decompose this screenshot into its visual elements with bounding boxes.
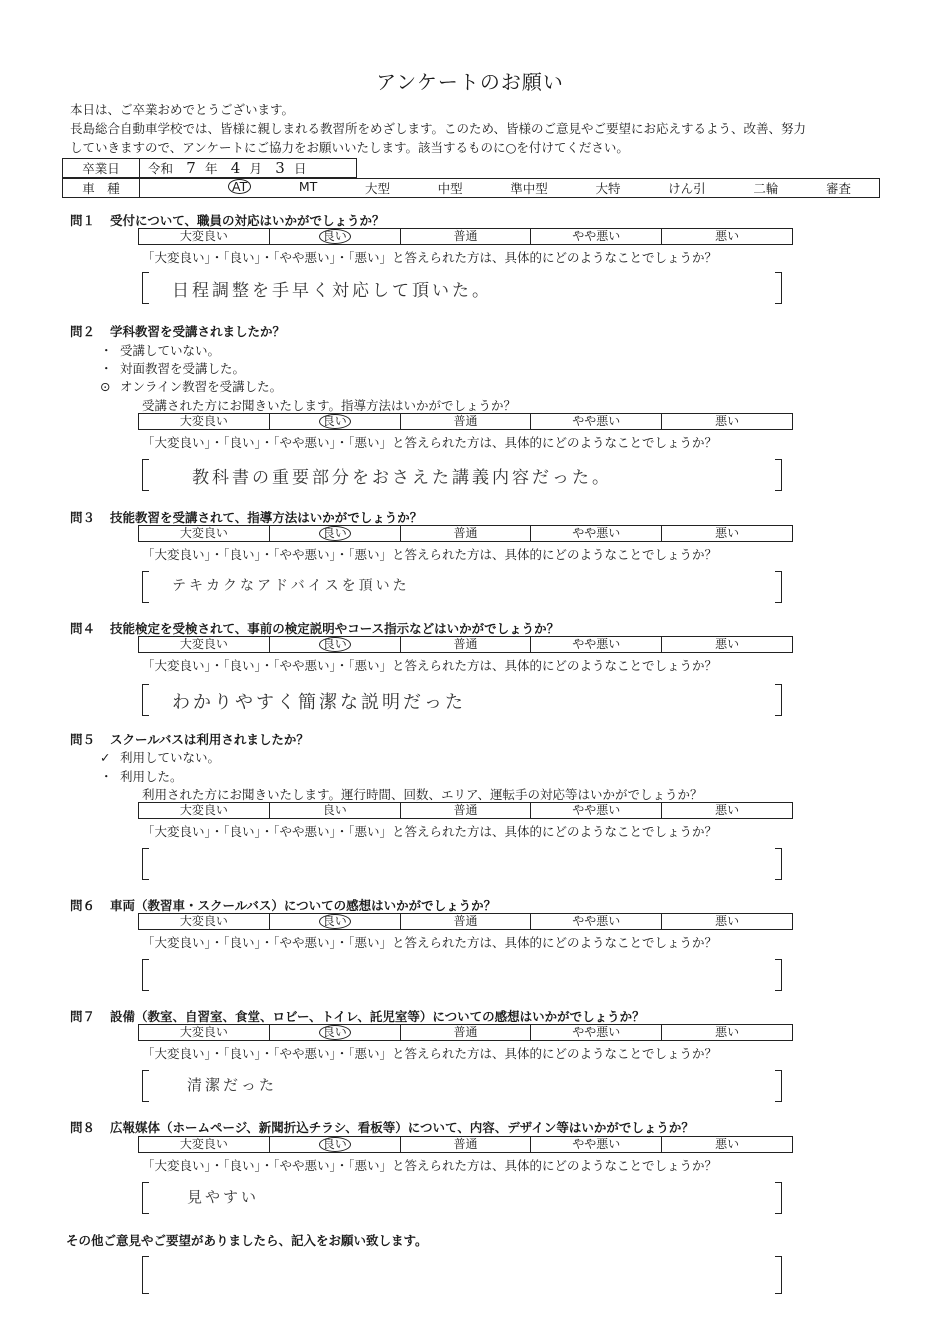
graduation-date-table	[62, 158, 357, 178]
rating-bad[interactable]: 悪い	[715, 1137, 740, 1151]
q8-answer: 見やすい	[187, 1188, 260, 1206]
vehicle-option-special[interactable]: 大特	[595, 181, 621, 196]
vehicle-option-medium[interactable]: 中型	[437, 181, 463, 196]
rating-somewhat-bad[interactable]: やや悪い	[531, 1025, 662, 1040]
q5-option-1[interactable]: ✓ 利用していない。	[100, 750, 221, 765]
month-unit: 月	[249, 161, 263, 176]
rating-very-good[interactable]: 大変良い	[139, 229, 270, 244]
rating-good[interactable]: 良い	[270, 1025, 401, 1040]
q2-answer: 教科書の重要部分をおさえた講義内容だった。	[192, 468, 612, 488]
q3-answer: テキカクなアドバイスを頂いた	[172, 578, 410, 594]
q2-prompt: 「大変良い」・「良い」・「やや悪い」・「悪い」と答えられた方は、具体的にどのようなことでしょうか？	[142, 435, 718, 450]
rating-very-good[interactable]: 大変良い	[139, 637, 270, 652]
rating-very-good[interactable]: 大変良い	[139, 1137, 270, 1152]
q7-prompt: 「大変良い」・「良い」・「やや悪い」・「悪い」と答えられた方は、具体的にどのようなことでしょうか？	[142, 1046, 718, 1061]
q4-title: 問４ 技能検定を受検されて、事前の検定説明やコース指示などはいかがでしょうか？	[70, 621, 560, 636]
year-unit: 年	[205, 161, 218, 176]
q3-answer-box[interactable]	[142, 571, 782, 603]
year-value: 7	[186, 159, 196, 177]
rating-bad[interactable]: 悪い	[715, 526, 740, 540]
q4-rating	[138, 636, 793, 653]
vehicle-option-semi-medium[interactable]: 準中型	[510, 181, 548, 196]
q7-title: 問７ 設備（教室、自習室、食堂、ロビー、トイレ、託児室等）についての感想はいかがでしょうか？	[70, 1009, 645, 1024]
q5-prompt: 「大変良い」・「良い」・「やや悪い」・「悪い」と答えられた方は、具体的にどのようなことでしょうか？	[142, 824, 718, 839]
rating-good[interactable]: 良い	[270, 803, 401, 818]
rating-good[interactable]: 良い	[270, 526, 401, 541]
q7-answer-box[interactable]	[142, 1070, 782, 1102]
q6-rating	[138, 913, 793, 930]
intro-line-1: 本日は、ご卒業おめでとうございます。	[70, 102, 295, 117]
vehicle-type-label: 車 種	[63, 179, 140, 198]
rating-normal[interactable]: 普通	[401, 1025, 532, 1040]
closing-prompt: その他ご意見やご要望がありましたら、記入をお願い致します。	[66, 1233, 428, 1248]
q8-prompt: 「大変良い」・「良い」・「やや悪い」・「悪い」と答えられた方は、具体的にどのようなことでしょうか？	[142, 1158, 718, 1173]
q2-option-3[interactable]: ⊙ オンライン教習を受講した。	[100, 379, 283, 394]
rating-somewhat-bad[interactable]: やや悪い	[531, 637, 662, 652]
q2-option-1[interactable]: ・ 受講していない。	[100, 343, 221, 358]
rating-normal[interactable]: 普通	[401, 914, 532, 929]
day-value: 3	[275, 159, 285, 177]
q2-option-2[interactable]: ・ 対面教習を受講した。	[100, 361, 246, 376]
q5-answer-box[interactable]	[142, 848, 782, 880]
q6-prompt: 「大変良い」・「良い」・「やや悪い」・「悪い」と答えられた方は、具体的にどのようなことでしょうか？	[142, 935, 718, 950]
q1-title: 問１ 受付について、職員の対応はいかがでしょうか？	[70, 213, 385, 228]
rating-somewhat-bad[interactable]: やや悪い	[531, 414, 662, 429]
rating-good[interactable]: 良い	[270, 1137, 401, 1152]
vehicle-option-mt[interactable]: MT	[298, 179, 318, 194]
intro-line-3: していきますので、アンケートにご協力をお願いいたします。該当するものに○を付けてください。	[70, 140, 629, 155]
vehicle-option-at[interactable]: AT	[228, 179, 251, 197]
rating-bad[interactable]: 悪い	[715, 637, 740, 651]
rating-very-good[interactable]: 大変良い	[139, 526, 270, 541]
q8-title: 問８ 広報媒体（ホームページ、新聞折込チラシ、看板等）について、内容、デザイン等はいかがでしょうか？	[70, 1120, 694, 1135]
rating-somewhat-bad[interactable]: やや悪い	[531, 1137, 662, 1152]
q4-answer-box[interactable]	[142, 684, 782, 716]
q5-rating	[138, 802, 793, 819]
q3-prompt: 「大変良い」・「良い」・「やや悪い」・「悪い」と答えられた方は、具体的にどのようなことでしょうか？	[142, 547, 718, 562]
rating-very-good[interactable]: 大変良い	[139, 414, 270, 429]
vehicle-option-towing[interactable]: けん引	[668, 181, 706, 196]
rating-good[interactable]: 良い	[270, 914, 401, 929]
closing-answer-box[interactable]	[142, 1256, 782, 1294]
vehicle-options	[148, 179, 871, 197]
rating-somewhat-bad[interactable]: やや悪い	[531, 526, 662, 541]
day-unit: 日	[294, 161, 307, 176]
rating-bad[interactable]: 悪い	[715, 803, 740, 817]
rating-bad[interactable]: 悪い	[715, 229, 740, 243]
q8-rating	[138, 1136, 793, 1153]
rating-very-good[interactable]: 大変良い	[139, 1025, 270, 1040]
q5-option-2[interactable]: ・ 利用した。	[100, 769, 183, 784]
era: 令和	[148, 161, 174, 176]
q1-answer-box[interactable]	[142, 272, 782, 304]
q4-answer: わかりやすく簡潔な説明だった	[172, 692, 466, 713]
q7-rating	[138, 1024, 793, 1041]
rating-good[interactable]: 良い	[270, 637, 401, 652]
q2-title: 問２ 学科教習を受講されましたか？	[70, 324, 286, 339]
intro-line-2: 長島総合自動車学校では、皆様に親しまれる教習所をめざします。このため、皆様のご意見やご要望にお応えするよう、改善、努力	[70, 121, 807, 136]
rating-normal[interactable]: 普通	[401, 229, 532, 244]
vehicle-option-review[interactable]: 審査	[825, 181, 851, 196]
rating-somewhat-bad[interactable]: やや悪い	[531, 914, 662, 929]
grad-date-label: 卒業日	[63, 159, 140, 178]
q1-rating	[138, 228, 793, 245]
rating-normal[interactable]: 普通	[401, 637, 532, 652]
rating-bad[interactable]: 悪い	[715, 1025, 740, 1039]
rating-good[interactable]: 良い	[270, 229, 401, 244]
q3-title: 問３ 技能教習を受講されて、指導方法はいかがでしょうか？	[70, 510, 423, 525]
rating-bad[interactable]: 悪い	[715, 414, 740, 428]
q1-answer: 日程調整を手早く対応して頂いた。	[172, 281, 492, 301]
q2-rating	[138, 413, 793, 430]
q2-answer-box[interactable]	[142, 459, 782, 491]
q6-title: 問６ 車両（教習車・スクールバス）についての感想はいかがでしょうか？	[70, 898, 497, 913]
q5-sub-question: 利用された方にお聞きいたします。運行時間、回数、エリア、運転手の対応等はいかがでしょうか？	[142, 787, 703, 802]
q2-sub-question: 受講された方にお聞きいたします。指導方法はいかがでしょうか？	[142, 398, 517, 413]
vehicle-type-table	[62, 178, 880, 198]
rating-somewhat-bad[interactable]: やや悪い	[531, 229, 662, 244]
month-value: 4	[230, 159, 241, 177]
q4-prompt: 「大変良い」・「良い」・「やや悪い」・「悪い」と答えられた方は、具体的にどのようなことでしょうか？	[142, 658, 718, 673]
vehicle-option-large[interactable]: 大型	[364, 181, 390, 196]
q8-answer-box[interactable]	[142, 1182, 782, 1214]
rating-somewhat-bad[interactable]: やや悪い	[531, 803, 662, 818]
q1-prompt: 「大変良い」・「良い」・「やや悪い」・「悪い」と答えられた方は、具体的にどのようなことでしょうか？	[142, 250, 718, 265]
rating-normal[interactable]: 普通	[401, 1137, 532, 1152]
q5-title: 問５ スクールバスは利用されましたか？	[70, 732, 309, 747]
rating-normal[interactable]: 普通	[401, 803, 532, 818]
rating-very-good[interactable]: 大変良い	[139, 914, 270, 929]
rating-normal[interactable]: 普通	[401, 526, 532, 541]
rating-very-good[interactable]: 大変良い	[139, 803, 270, 818]
vehicle-option-motorcycle[interactable]: 二輪	[753, 181, 779, 196]
rating-good[interactable]: 良い	[270, 414, 401, 429]
q7-answer: 清潔だった	[187, 1076, 278, 1094]
q6-answer-box[interactable]	[142, 959, 782, 991]
page-title: アンケートのお願い	[376, 70, 564, 94]
rating-bad[interactable]: 悪い	[715, 914, 740, 928]
rating-normal[interactable]: 普通	[401, 414, 532, 429]
q3-rating	[138, 525, 793, 542]
